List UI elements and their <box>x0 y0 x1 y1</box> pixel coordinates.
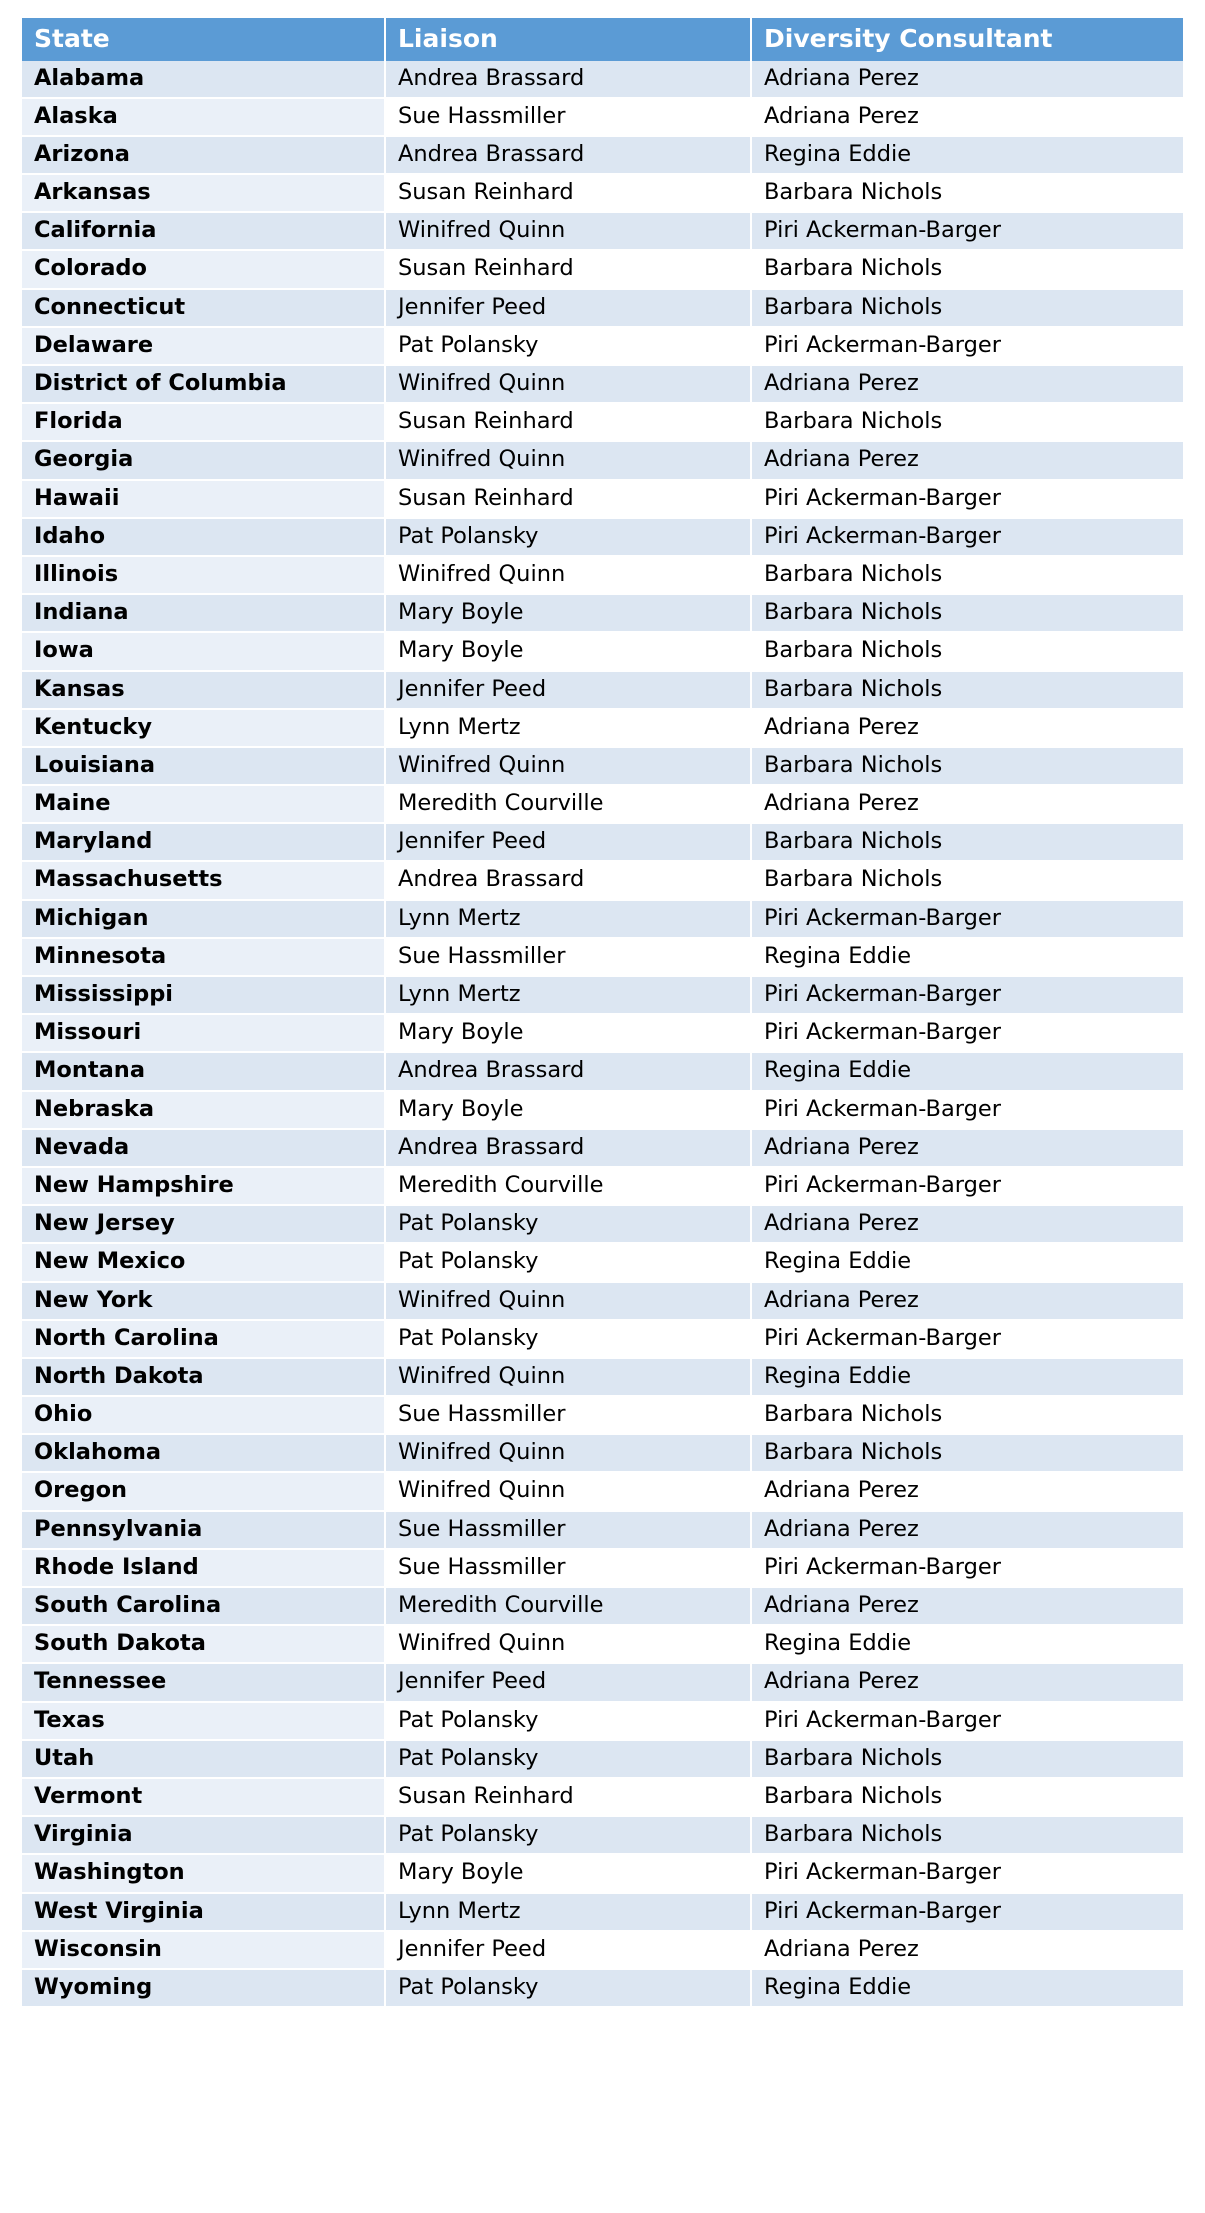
cell-state: New Hampshire <box>22 1168 386 1206</box>
cell-liaison: Lynn Mertz <box>386 977 752 1015</box>
cell-liaison: Mary Boyle <box>386 1855 752 1893</box>
cell-diversity-consultant: Regina Eddie <box>752 1970 1183 2006</box>
cell-liaison: Mary Boyle <box>386 595 752 633</box>
cell-liaison: Winifred Quinn <box>386 1473 752 1511</box>
table-row <box>22 1894 1183 1932</box>
table-row <box>22 442 1183 480</box>
table-row <box>22 901 1183 939</box>
table-row <box>22 1741 1183 1779</box>
cell-state: Alabama <box>22 61 386 99</box>
cell-liaison: Pat Polansky <box>386 1206 752 1244</box>
cell-diversity-consultant: Barbara Nichols <box>752 672 1183 710</box>
cell-liaison: Pat Polansky <box>386 1321 752 1359</box>
cell-liaison: Winifred Quinn <box>386 748 752 786</box>
cell-diversity-consultant: Adriana Perez <box>752 442 1183 480</box>
cell-diversity-consultant: Piri Ackerman-Barger <box>752 977 1183 1015</box>
cell-liaison: Lynn Mertz <box>386 710 752 748</box>
cell-diversity-consultant: Adriana Perez <box>752 1206 1183 1244</box>
cell-liaison: Mary Boyle <box>386 1015 752 1053</box>
table-row <box>22 1435 1183 1473</box>
cell-state: Alaska <box>22 99 386 137</box>
cell-diversity-consultant: Barbara Nichols <box>752 824 1183 862</box>
cell-diversity-consultant: Barbara Nichols <box>752 1817 1183 1855</box>
cell-diversity-consultant: Regina Eddie <box>752 939 1183 977</box>
table-row <box>22 1283 1183 1321</box>
table-row <box>22 1664 1183 1702</box>
column-header-liaison: Liaison <box>386 18 752 61</box>
table-row <box>22 328 1183 366</box>
cell-state: Louisiana <box>22 748 386 786</box>
cell-state: Connecticut <box>22 290 386 328</box>
table-header <box>22 18 1183 61</box>
cell-state: Hawaii <box>22 481 386 519</box>
cell-diversity-consultant: Barbara Nichols <box>752 404 1183 442</box>
cell-diversity-consultant: Piri Ackerman-Barger <box>752 213 1183 251</box>
cell-diversity-consultant: Adriana Perez <box>752 1473 1183 1511</box>
cell-liaison: Winifred Quinn <box>386 366 752 404</box>
table-row <box>22 1588 1183 1626</box>
cell-diversity-consultant: Barbara Nichols <box>752 251 1183 289</box>
cell-diversity-consultant: Piri Ackerman-Barger <box>752 1168 1183 1206</box>
cell-diversity-consultant: Piri Ackerman-Barger <box>752 1703 1183 1741</box>
table-row <box>22 939 1183 977</box>
cell-state: West Virginia <box>22 1894 386 1932</box>
cell-diversity-consultant: Regina Eddie <box>752 1359 1183 1397</box>
table-row <box>22 1130 1183 1168</box>
cell-state: Massachusetts <box>22 862 386 900</box>
cell-liaison: Pat Polansky <box>386 1970 752 2006</box>
cell-state: New Mexico <box>22 1244 386 1282</box>
cell-state: Vermont <box>22 1779 386 1817</box>
table-row <box>22 1817 1183 1855</box>
table-row <box>22 366 1183 404</box>
table-body <box>22 61 1183 2007</box>
cell-diversity-consultant: Piri Ackerman-Barger <box>752 328 1183 366</box>
table-row <box>22 1855 1183 1893</box>
cell-liaison: Meredith Courville <box>386 1588 752 1626</box>
cell-liaison: Lynn Mertz <box>386 1894 752 1932</box>
cell-liaison: Meredith Courville <box>386 786 752 824</box>
table-row <box>22 1397 1183 1435</box>
cell-liaison: Jennifer Peed <box>386 290 752 328</box>
cell-diversity-consultant: Adriana Perez <box>752 1512 1183 1550</box>
cell-diversity-consultant: Piri Ackerman-Barger <box>752 519 1183 557</box>
cell-diversity-consultant: Adriana Perez <box>752 786 1183 824</box>
cell-liaison: Susan Reinhard <box>386 251 752 289</box>
cell-liaison: Winifred Quinn <box>386 1359 752 1397</box>
cell-liaison: Winifred Quinn <box>386 1435 752 1473</box>
cell-state: Texas <box>22 1703 386 1741</box>
table-row <box>22 1550 1183 1588</box>
table-row <box>22 1244 1183 1282</box>
cell-state: Delaware <box>22 328 386 366</box>
cell-state: Utah <box>22 1741 386 1779</box>
cell-liaison: Andrea Brassard <box>386 61 752 99</box>
table-row <box>22 1321 1183 1359</box>
cell-diversity-consultant: Piri Ackerman-Barger <box>752 1015 1183 1053</box>
table-row <box>22 404 1183 442</box>
table-header-row <box>22 18 1183 61</box>
cell-state: Georgia <box>22 442 386 480</box>
cell-diversity-consultant: Piri Ackerman-Barger <box>752 1855 1183 1893</box>
cell-diversity-consultant: Adriana Perez <box>752 1130 1183 1168</box>
table-row <box>22 1015 1183 1053</box>
table-row <box>22 1053 1183 1091</box>
cell-state: Michigan <box>22 901 386 939</box>
cell-liaison: Mary Boyle <box>386 1092 752 1130</box>
cell-state: Wyoming <box>22 1970 386 2006</box>
cell-state: Indiana <box>22 595 386 633</box>
cell-state: Missouri <box>22 1015 386 1053</box>
table-row <box>22 1168 1183 1206</box>
cell-diversity-consultant: Regina Eddie <box>752 1053 1183 1091</box>
table-row <box>22 1473 1183 1511</box>
cell-liaison: Winifred Quinn <box>386 1626 752 1664</box>
table-row <box>22 633 1183 671</box>
cell-diversity-consultant: Piri Ackerman-Barger <box>752 901 1183 939</box>
cell-state: Minnesota <box>22 939 386 977</box>
cell-liaison: Winifred Quinn <box>386 442 752 480</box>
state-liaison-table <box>22 18 1183 2006</box>
cell-diversity-consultant: Adriana Perez <box>752 1588 1183 1626</box>
table-row <box>22 213 1183 251</box>
cell-state: Mississippi <box>22 977 386 1015</box>
cell-liaison: Jennifer Peed <box>386 824 752 862</box>
cell-state: Montana <box>22 1053 386 1091</box>
column-header-diversity-consultant: Diversity Consultant <box>752 18 1183 61</box>
table-row <box>22 1359 1183 1397</box>
cell-liaison: Sue Hassmiller <box>386 1397 752 1435</box>
cell-diversity-consultant: Adriana Perez <box>752 99 1183 137</box>
cell-liaison: Susan Reinhard <box>386 481 752 519</box>
cell-diversity-consultant: Barbara Nichols <box>752 1779 1183 1817</box>
column-header-state: State <box>22 18 386 61</box>
table-row <box>22 977 1183 1015</box>
cell-liaison: Andrea Brassard <box>386 862 752 900</box>
cell-state: Kentucky <box>22 710 386 748</box>
table-row <box>22 1206 1183 1244</box>
cell-diversity-consultant: Adriana Perez <box>752 366 1183 404</box>
table-row <box>22 61 1183 99</box>
cell-liaison: Winifred Quinn <box>386 213 752 251</box>
table-row <box>22 481 1183 519</box>
cell-diversity-consultant: Barbara Nichols <box>752 748 1183 786</box>
cell-state: Tennessee <box>22 1664 386 1702</box>
cell-state: Wisconsin <box>22 1932 386 1970</box>
cell-state: Florida <box>22 404 386 442</box>
cell-state: Maine <box>22 786 386 824</box>
cell-liaison: Lynn Mertz <box>386 901 752 939</box>
cell-liaison: Andrea Brassard <box>386 1053 752 1091</box>
cell-liaison: Susan Reinhard <box>386 1779 752 1817</box>
cell-liaison: Andrea Brassard <box>386 1130 752 1168</box>
cell-diversity-consultant: Barbara Nichols <box>752 1397 1183 1435</box>
cell-state: North Dakota <box>22 1359 386 1397</box>
cell-state: South Dakota <box>22 1626 386 1664</box>
table-row <box>22 1626 1183 1664</box>
cell-state: Oregon <box>22 1473 386 1511</box>
cell-state: Rhode Island <box>22 1550 386 1588</box>
table-row <box>22 672 1183 710</box>
cell-liaison: Susan Reinhard <box>386 404 752 442</box>
cell-diversity-consultant: Piri Ackerman-Barger <box>752 1894 1183 1932</box>
cell-state: Nevada <box>22 1130 386 1168</box>
cell-state: Colorado <box>22 251 386 289</box>
cell-diversity-consultant: Barbara Nichols <box>752 1741 1183 1779</box>
cell-state: Maryland <box>22 824 386 862</box>
cell-state: Arizona <box>22 137 386 175</box>
table-row <box>22 290 1183 328</box>
cell-liaison: Sue Hassmiller <box>386 99 752 137</box>
cell-diversity-consultant: Regina Eddie <box>752 137 1183 175</box>
cell-state: California <box>22 213 386 251</box>
cell-state: Oklahoma <box>22 1435 386 1473</box>
table-row <box>22 519 1183 557</box>
cell-diversity-consultant: Regina Eddie <box>752 1626 1183 1664</box>
cell-liaison: Jennifer Peed <box>386 672 752 710</box>
cell-diversity-consultant: Adriana Perez <box>752 710 1183 748</box>
table-row <box>22 1703 1183 1741</box>
cell-diversity-consultant: Adriana Perez <box>752 1283 1183 1321</box>
table-row <box>22 1932 1183 1970</box>
table-row <box>22 786 1183 824</box>
cell-diversity-consultant: Piri Ackerman-Barger <box>752 1550 1183 1588</box>
cell-liaison: Pat Polansky <box>386 328 752 366</box>
cell-liaison: Sue Hassmiller <box>386 1550 752 1588</box>
table-row <box>22 1512 1183 1550</box>
cell-liaison: Andrea Brassard <box>386 137 752 175</box>
cell-diversity-consultant: Barbara Nichols <box>752 557 1183 595</box>
cell-state: New Jersey <box>22 1206 386 1244</box>
cell-liaison: Pat Polansky <box>386 1741 752 1779</box>
cell-state: North Carolina <box>22 1321 386 1359</box>
cell-diversity-consultant: Regina Eddie <box>752 1244 1183 1282</box>
cell-liaison: Susan Reinhard <box>386 175 752 213</box>
cell-liaison: Sue Hassmiller <box>386 1512 752 1550</box>
cell-diversity-consultant: Barbara Nichols <box>752 862 1183 900</box>
cell-state: South Carolina <box>22 1588 386 1626</box>
cell-state: Idaho <box>22 519 386 557</box>
cell-state: Washington <box>22 1855 386 1893</box>
cell-liaison: Jennifer Peed <box>386 1932 752 1970</box>
table-row <box>22 824 1183 862</box>
cell-diversity-consultant: Barbara Nichols <box>752 175 1183 213</box>
cell-diversity-consultant: Adriana Perez <box>752 61 1183 99</box>
cell-diversity-consultant: Piri Ackerman-Barger <box>752 481 1183 519</box>
table-row <box>22 862 1183 900</box>
cell-state: Virginia <box>22 1817 386 1855</box>
cell-liaison: Winifred Quinn <box>386 557 752 595</box>
cell-state: Pennsylvania <box>22 1512 386 1550</box>
cell-diversity-consultant: Adriana Perez <box>752 1932 1183 1970</box>
cell-liaison: Jennifer Peed <box>386 1664 752 1702</box>
cell-diversity-consultant: Barbara Nichols <box>752 595 1183 633</box>
cell-state: Ohio <box>22 1397 386 1435</box>
cell-diversity-consultant: Piri Ackerman-Barger <box>752 1321 1183 1359</box>
cell-liaison: Pat Polansky <box>386 1703 752 1741</box>
cell-liaison: Pat Polansky <box>386 519 752 557</box>
cell-liaison: Pat Polansky <box>386 1817 752 1855</box>
table-row <box>22 710 1183 748</box>
table-row <box>22 748 1183 786</box>
cell-diversity-consultant: Barbara Nichols <box>752 633 1183 671</box>
cell-liaison: Pat Polansky <box>386 1244 752 1282</box>
table-row <box>22 1970 1183 2006</box>
cell-state: Illinois <box>22 557 386 595</box>
cell-liaison: Meredith Courville <box>386 1168 752 1206</box>
cell-state: Kansas <box>22 672 386 710</box>
cell-liaison: Sue Hassmiller <box>386 939 752 977</box>
cell-state: Iowa <box>22 633 386 671</box>
table-row <box>22 251 1183 289</box>
cell-state: New York <box>22 1283 386 1321</box>
table-row <box>22 557 1183 595</box>
table-row <box>22 1779 1183 1817</box>
cell-diversity-consultant: Adriana Perez <box>752 1664 1183 1702</box>
cell-state: Arkansas <box>22 175 386 213</box>
cell-diversity-consultant: Piri Ackerman-Barger <box>752 1092 1183 1130</box>
table-row <box>22 99 1183 137</box>
cell-liaison: Mary Boyle <box>386 633 752 671</box>
cell-diversity-consultant: Barbara Nichols <box>752 290 1183 328</box>
table-row <box>22 137 1183 175</box>
cell-state: District of Columbia <box>22 366 386 404</box>
cell-diversity-consultant: Barbara Nichols <box>752 1435 1183 1473</box>
cell-state: Nebraska <box>22 1092 386 1130</box>
table-row <box>22 1092 1183 1130</box>
table-row <box>22 175 1183 213</box>
cell-liaison: Winifred Quinn <box>386 1283 752 1321</box>
table-row <box>22 595 1183 633</box>
